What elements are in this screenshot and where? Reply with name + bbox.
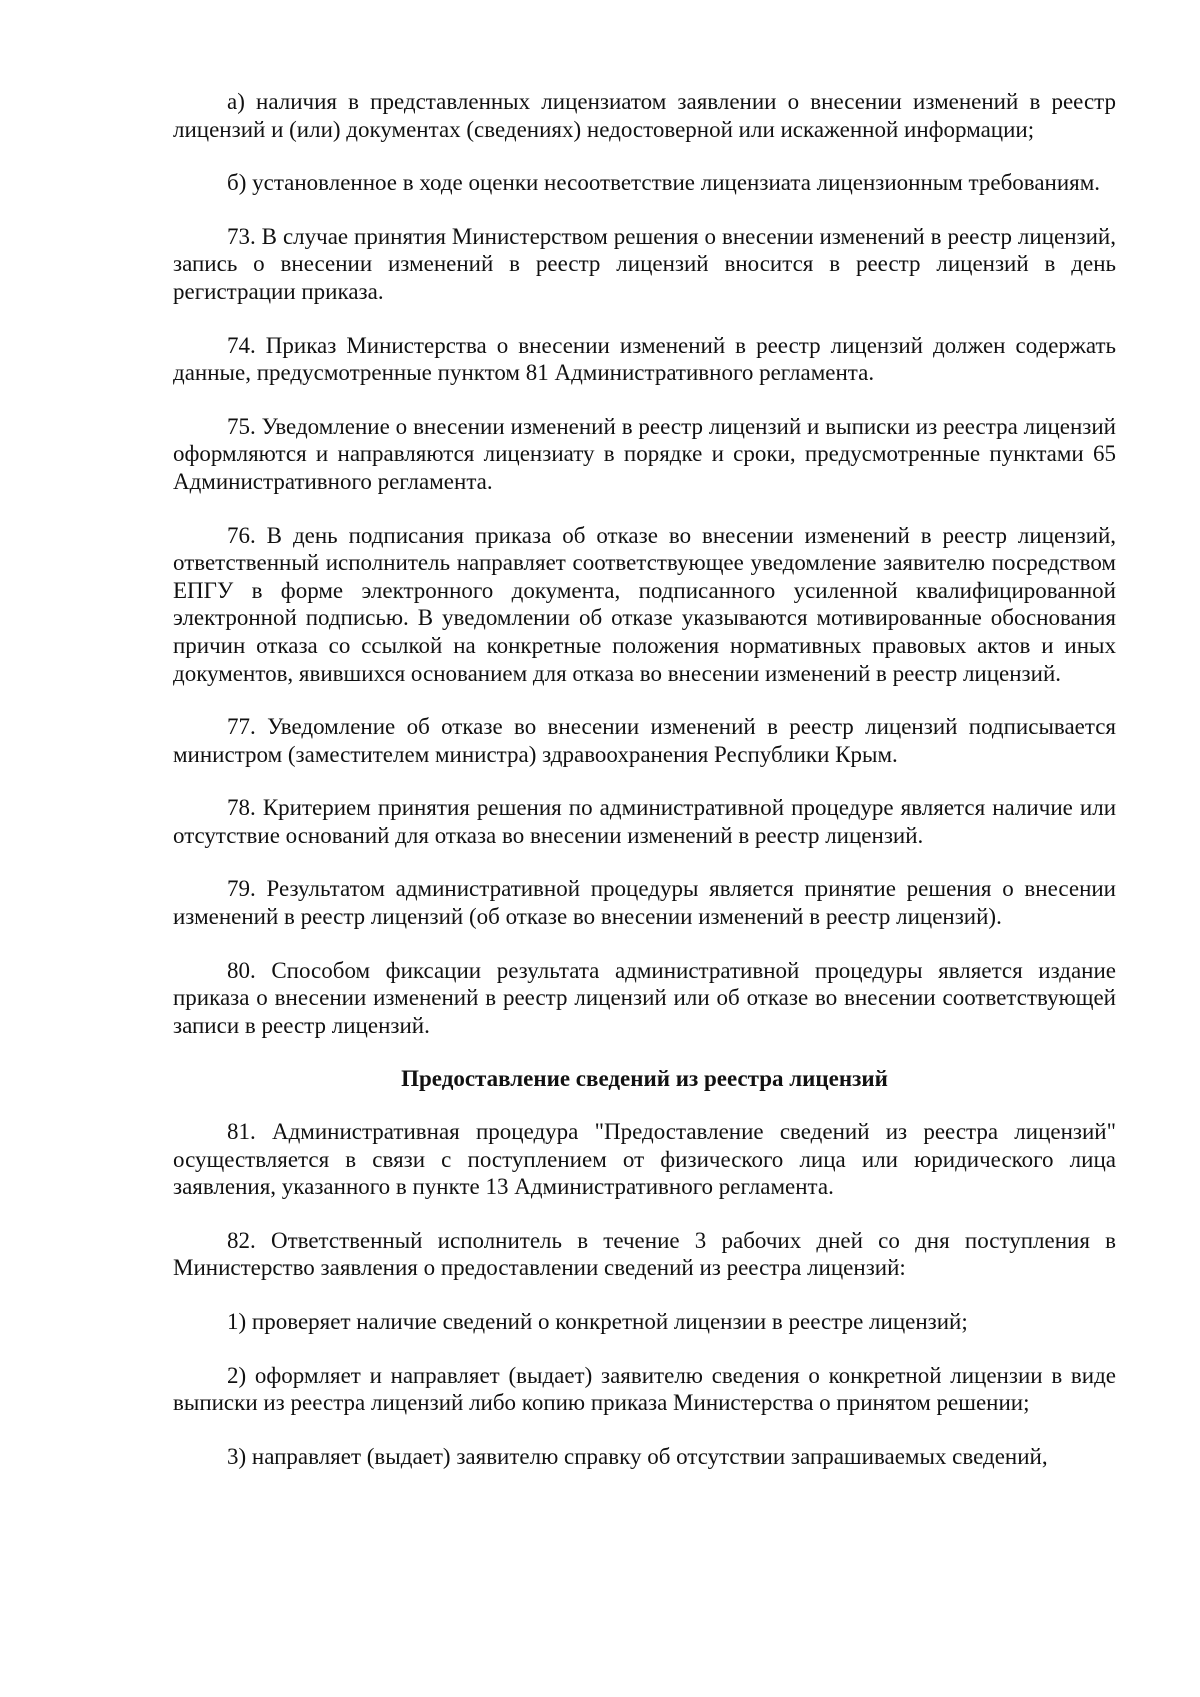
paragraph-76: 76. В день подписания приказа об отказе во внесении изменений в реестр лицензий, ответственный исполнитель направляет соответствующее уведомление заявителю посредством ЕПГУ в форме электронного документа, подписанного усиленной квалифицированной электронной подписью. В уведомлении об отказе указываются мотивированные обоснования причин отказа со ссылкой на конкретные положения нормативных правовых актов и иных документов, явившихся основанием для отказа во внесении изменений в реестр лицензий. <box>173 522 1116 686</box>
paragraph-82-item-2: 2) оформляет и направляет (выдает) заявителю сведения о конкретной лицензии в виде выписки из реестра лицензий либо копию приказа Министерства о принятом решении; <box>173 1362 1116 1416</box>
section-heading: Предоставление сведений из реестра лицензий <box>401 1066 888 1092</box>
document-page <box>173 88 1116 1496</box>
paragraph-75: 75. Уведомление о внесении изменений в реестр лицензий и выписки из реестра лицензий оформляются и направляются лицензиату в порядке и сроки, предусмотренные пунктами 65 Административного регламента. <box>173 413 1116 494</box>
paragraph-73: 73. В случае принятия Министерством решения о внесении изменений в реестр лицензий, запись о внесении изменений в реестр лицензий вносится в реестр лицензий в день регистрации приказа. <box>173 223 1116 304</box>
paragraph-79: 79. Результатом административной процедуры является принятие решения о внесении изменений в реестр лицензий (об отказе во внесении изменений в реестр лицензий). <box>173 876 1116 930</box>
paragraph-80: 80. Способом фиксации результата административной процедуры является издание приказа о внесении изменений в реестр лицензий или об отказе во внесении соответствующей записи в реестр лицензий. <box>173 957 1116 1038</box>
paragraph-a: а) наличия в представленных лицензиатом заявлении о внесении изменений в реестр лицензий и (или) документах (сведениях) недостоверной или искаженной информации; <box>173 89 1116 142</box>
paragraph-b: б) установленное в ходе оценки несоответствие лицензиата лицензионным требованиям. <box>227 170 1101 196</box>
paragraph-77: 77. Уведомление об отказе во внесении изменений в реестр лицензий подписывается министром (заместителем министра) здравоохранения Республики Крым. <box>173 714 1116 767</box>
paragraph-74: 74. Приказ Министерства о внесении изменений в реестр лицензий должен содержать данные, предусмотренные пунктом 81 Административного регламента. <box>173 332 1116 386</box>
paragraph-82-item-1: 1) проверяет наличие сведений о конкретной лицензии в реестре лицензий; <box>227 1309 968 1334</box>
paragraph-78: 78. Критерием принятия решения по административной процедуре является наличие или отсутствие оснований для отказа во внесении изменений в реестр лицензий. <box>173 795 1116 848</box>
paragraph-81: 81. Административная процедура "Предоставление сведений из реестра лицензий" осуществляется в связи с поступлением от физического лица или юридического лица заявления, указанного в пункте 13 Административного регламента. <box>173 1119 1116 1200</box>
paragraph-82-item-3: 3) направляет (выдает) заявителю справку об отсутствии запрашиваемых сведений, <box>227 1443 1048 1469</box>
paragraph-82: 82. Ответственный исполнитель в течение 3 рабочих дней со дня поступления в Министерство заявления о предоставлении сведений из реестра лицензий: <box>173 1227 1116 1281</box>
